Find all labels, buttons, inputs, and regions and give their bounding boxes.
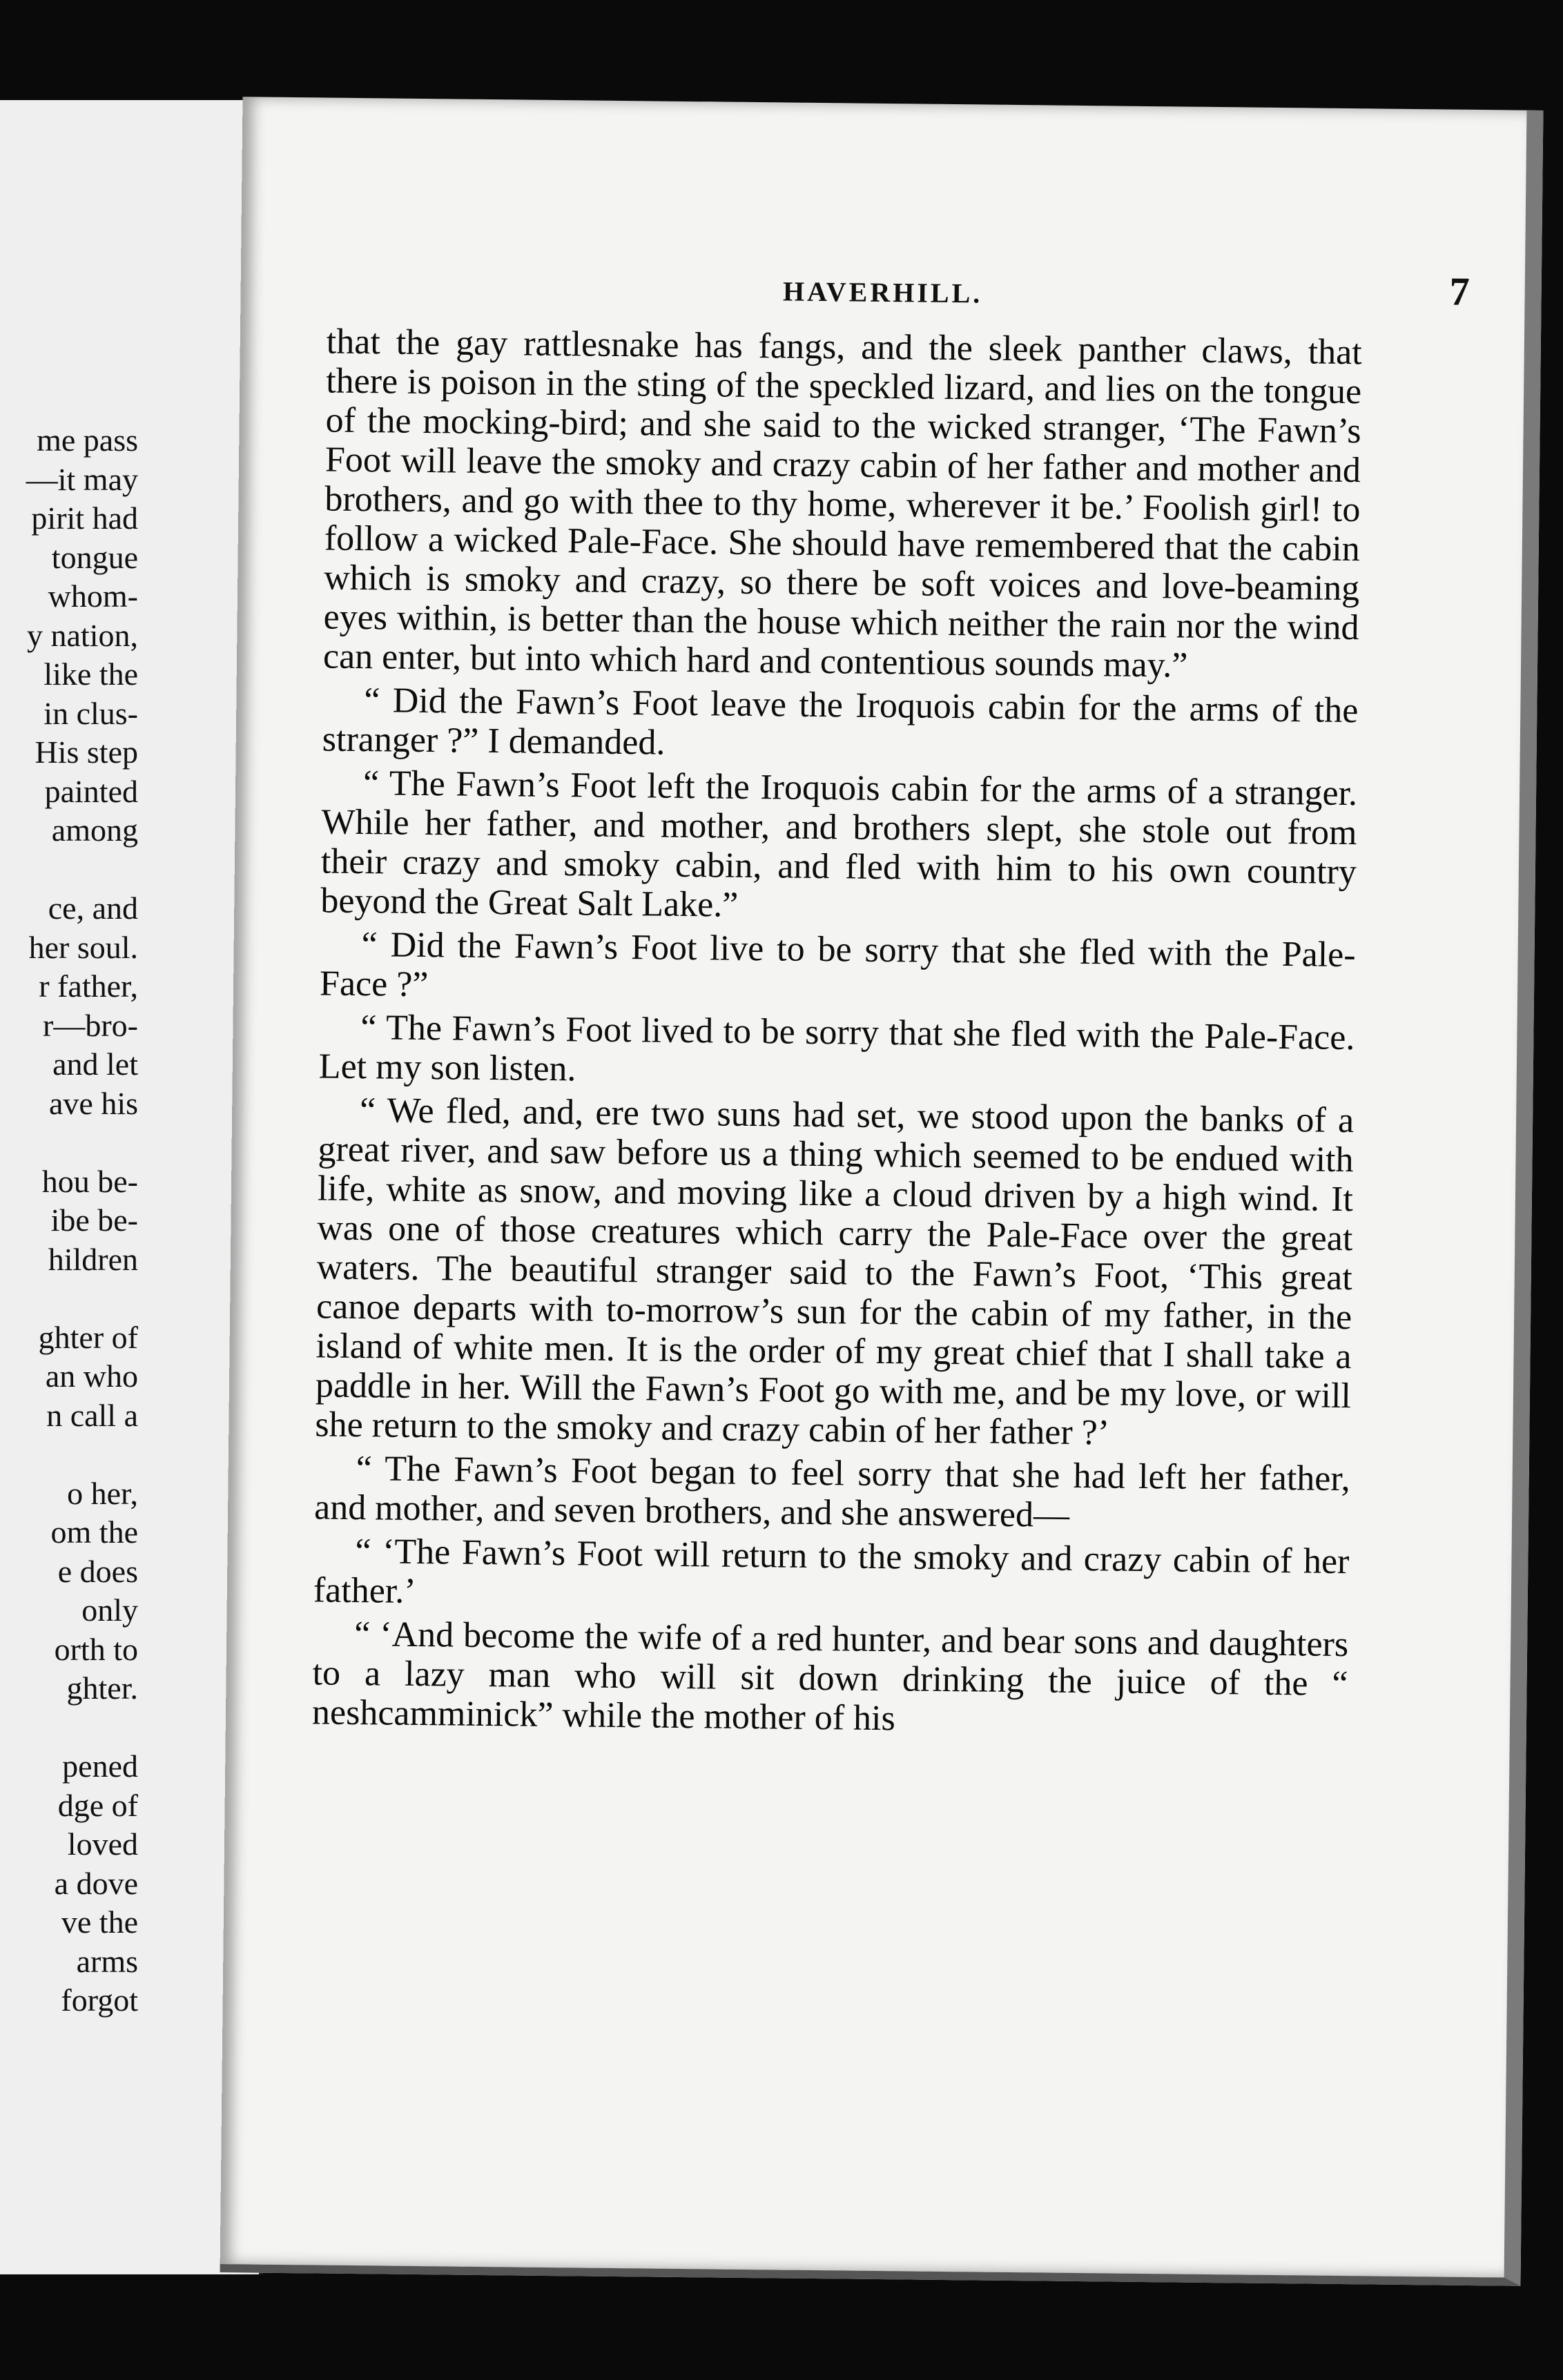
paragraph: “ Did the Fawn’s Foot leave the Iroquois cabin for the arms of the stranger ?” I demanded. (322, 681, 1359, 763)
left-page-line: arms (76, 1943, 138, 1979)
body-text (312, 322, 1362, 1744)
left-page-line: ghter. (66, 1670, 138, 1706)
left-page-line: n call a (46, 1397, 138, 1433)
left-page-text (26, 421, 138, 2020)
left-page-line: hildren (48, 1241, 138, 1277)
left-page-line: whom- (48, 578, 138, 614)
paragraph: “ The Fawn’s Foot began to feel sorry that she had left her father, and mother, and seven brothers, and she answered— (313, 1449, 1350, 1535)
left-page-line: and let (52, 1046, 138, 1082)
left-page-line: tongue (51, 539, 138, 575)
left-page-line: om the (50, 1514, 138, 1550)
left-page-line: loved (67, 1826, 138, 1862)
left-page-line (26, 1708, 138, 1748)
left-page-line: r—bro- (43, 1007, 138, 1043)
left-page-line: ce, and (48, 890, 138, 926)
left-page-line: e does (57, 1553, 138, 1589)
running-head: HAVERHILL. (782, 275, 983, 309)
left-page-line: pened (62, 1748, 138, 1784)
left-page-line: me pass (37, 422, 138, 458)
left-page-line: ave his (48, 1085, 138, 1121)
paragraph: “ ‘The Fawn’s Foot will return to the smoky and crazy cabin of her father.’ (313, 1532, 1350, 1611)
left-page-line: r father, (39, 968, 138, 1004)
paragraph: “ We fled, and, ere two suns had set, we stood upon the banks of a great river, and saw before us a thing which seemed to be endued with life, white as snow, and moving like a cloud driven by a high wind. It was one of those creatures which carry the Pale-Face over the great waters. The beautiful stranger said to the Fawn’s Foot, ‘This great canoe departs with to-morrow’s sun for the cabin of my father, in the island of white men. It is the order of my great chief that I shall take a paddle in her. Will the Fawn’s Foot go with me, and be my love, or will she return to the smoky and crazy cabin of her father ?’ (315, 1091, 1355, 1453)
paragraph: “ The Fawn’s Foot lived to be sorry that she fled with the Pale-Face. Let my son listen. (318, 1008, 1355, 1089)
left-page-line: hou be- (41, 1163, 138, 1199)
paragraph: “ The Fawn’s Foot left the Iroquois cabin for the arms of a stranger. While her father, and mother, and brothers slept, she stole out from their crazy and smoky cabin, and fled with him to his own country beyond the Great Salt Lake.” (320, 763, 1358, 925)
left-page-line: orth to (54, 1631, 138, 1667)
right-page (220, 97, 1544, 2286)
left-page-line: her soul. (28, 929, 138, 965)
left-page-line: only (81, 1592, 138, 1628)
left-page-line (26, 1435, 138, 1474)
paragraph: that the gay rattlesnake has fangs, and the sleek panther claws, that there is poison in the sting of the speckled lizard, and lies on the tongue of the mocking-bird; and she said to the wicked stranger, ‘The Fawn’s Foot will leave the smoky and crazy cabin of her father and mother and brothers, and go with thee to thy home, wherever it be.’ Foolish girl! to follow a wicked Pale-Face. She should have remembered that the cabin which is smoky and crazy, so there be soft voices and love-beaming eyes within, is better than the house which neither the rain nor the wind can enter, but into which hard and contentious sounds may.” (322, 322, 1363, 685)
left-page-line: painted (44, 773, 138, 809)
left-page-line: in clus- (43, 695, 138, 731)
left-page-line: among (51, 812, 138, 848)
left-page-line: dge of (57, 1787, 138, 1823)
left-page-line: a dove (54, 1865, 138, 1901)
left-page-line: like the (43, 656, 138, 692)
left-page-line: pirit had (31, 500, 138, 536)
left-page-line: o her, (67, 1475, 138, 1511)
left-page-line (26, 1123, 138, 1162)
left-page-line: y nation, (27, 617, 138, 653)
left-page-line: ghter of (38, 1319, 138, 1355)
paragraph: “ ‘And become the wife of a red hunter, and bear sons and daughters to a lazy man who will sit down drinking the juice of the “ neshcamminick” while the mother of his (311, 1615, 1349, 1739)
left-page-line: —it may (26, 461, 138, 497)
left-page-line: His step (35, 734, 138, 770)
left-page-line (26, 1279, 138, 1318)
left-page-line: forgot (61, 1982, 138, 2018)
left-page-line: ibe be- (50, 1202, 138, 1238)
left-page-line (26, 850, 138, 890)
left-page-line: ve the (61, 1904, 138, 1940)
left-page-line: an who (45, 1358, 138, 1394)
paragraph: “ Did the Fawn’s Foot live to be sorry that she fled with the Pale-Face ?” (319, 925, 1356, 1005)
page-number: 7 (1449, 269, 1470, 314)
